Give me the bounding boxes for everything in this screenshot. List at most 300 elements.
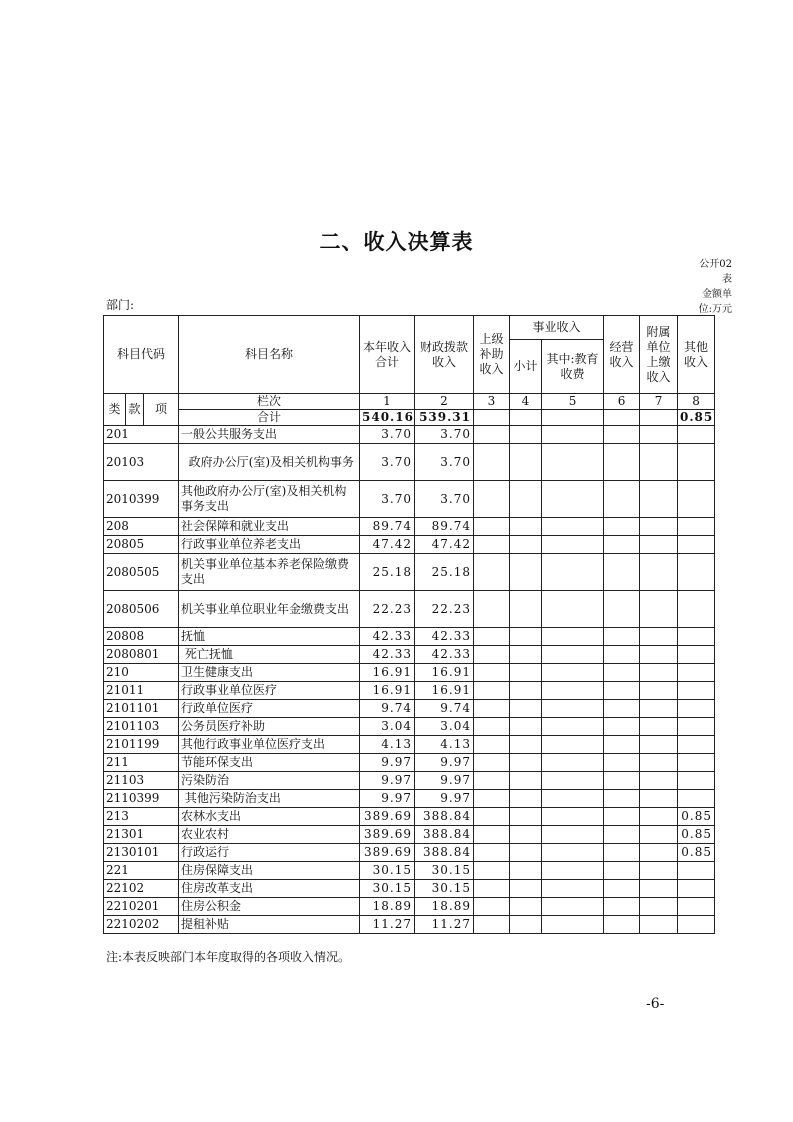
row-career-subtotal <box>510 772 542 790</box>
header-other: 其他收入 <box>678 316 715 394</box>
row-total: 30.15 <box>360 862 415 880</box>
row-operating <box>604 754 640 772</box>
row-career-subtotal <box>510 826 542 844</box>
row-other <box>678 554 715 591</box>
row-operating <box>604 862 640 880</box>
row-code: 20808 <box>104 628 179 646</box>
column-number: 8 <box>678 394 715 410</box>
row-code: 201 <box>104 426 179 444</box>
row-total: 3.70 <box>360 444 415 481</box>
header-career-subtotal: 小计 <box>510 340 542 394</box>
header-fiscal: 财政拨款收入 <box>415 316 474 394</box>
row-total: 389.69 <box>360 808 415 826</box>
row-career-edu <box>542 536 604 554</box>
row-operating <box>604 536 640 554</box>
row-name: 住房保障支出 <box>179 862 360 880</box>
row-fiscal: 42.33 <box>415 646 474 664</box>
row-other <box>678 754 715 772</box>
row-career-subtotal <box>510 591 542 628</box>
row-total: 9.74 <box>360 700 415 718</box>
row-superior <box>474 536 510 554</box>
row-other <box>678 862 715 880</box>
row-total: 42.33 <box>360 646 415 664</box>
row-name: 农业农村 <box>179 826 360 844</box>
row-name: 农林水支出 <box>179 808 360 826</box>
row-affiliated <box>640 826 678 844</box>
row-career-edu <box>542 682 604 700</box>
row-superior <box>474 682 510 700</box>
row-total: 18.89 <box>360 898 415 916</box>
row-operating <box>604 916 640 934</box>
row-operating <box>604 808 640 826</box>
row-fiscal: 42.33 <box>415 628 474 646</box>
table-row <box>104 518 715 536</box>
row-fiscal: 388.84 <box>415 826 474 844</box>
row-operating <box>604 426 640 444</box>
row-code: 2080801 <box>104 646 179 664</box>
row-name: 公务员医疗补助 <box>179 718 360 736</box>
header-code: 科目代码 <box>104 316 179 394</box>
sum-operating <box>604 410 640 426</box>
table-row <box>104 646 715 664</box>
row-operating <box>604 628 640 646</box>
column-number: 2 <box>415 394 474 410</box>
row-total: 389.69 <box>360 826 415 844</box>
row-career-edu <box>542 718 604 736</box>
table-row <box>104 682 715 700</box>
table-row <box>104 664 715 682</box>
sum-label: 合计 <box>179 410 360 426</box>
row-affiliated <box>640 898 678 916</box>
row-affiliated <box>640 591 678 628</box>
row-code: 2101101 <box>104 700 179 718</box>
row-fiscal: 30.15 <box>415 880 474 898</box>
row-affiliated <box>640 554 678 591</box>
row-name: 其他行政事业单位医疗支出 <box>179 736 360 754</box>
row-career-edu <box>542 700 604 718</box>
row-name: 行政运行 <box>179 844 360 862</box>
sum-row <box>104 410 715 426</box>
row-name: 其他政府办公厅(室)及相关机构事务支出 <box>179 481 360 518</box>
row-superior <box>474 481 510 518</box>
table-row <box>104 591 715 628</box>
header-column-index: 栏次 <box>179 394 360 410</box>
row-affiliated <box>640 664 678 682</box>
row-career-edu <box>542 664 604 682</box>
row-affiliated <box>640 536 678 554</box>
row-code: 21011 <box>104 682 179 700</box>
header-affiliated: 附属单位上缴收入 <box>640 316 678 394</box>
column-number: 5 <box>542 394 604 410</box>
row-other <box>678 880 715 898</box>
table-row <box>104 808 715 826</box>
row-code: 2130101 <box>104 844 179 862</box>
table-row <box>104 426 715 444</box>
row-operating <box>604 481 640 518</box>
row-operating <box>604 554 640 591</box>
table-row <box>104 700 715 718</box>
table-row <box>104 718 715 736</box>
row-career-subtotal <box>510 426 542 444</box>
row-other: 0.85 <box>678 808 715 826</box>
row-name: 节能环保支出 <box>179 754 360 772</box>
row-fiscal: 11.27 <box>415 916 474 934</box>
row-fiscal: 30.15 <box>415 862 474 880</box>
row-career-subtotal <box>510 916 542 934</box>
row-superior <box>474 862 510 880</box>
form-code <box>690 257 732 317</box>
row-fiscal: 16.91 <box>415 682 474 700</box>
row-career-subtotal <box>510 844 542 862</box>
row-name: 住房改革支出 <box>179 880 360 898</box>
column-number: 7 <box>640 394 678 410</box>
row-name: 行政事业单位养老支出 <box>179 536 360 554</box>
row-total: 42.33 <box>360 628 415 646</box>
row-other <box>678 628 715 646</box>
row-superior <box>474 518 510 536</box>
row-affiliated <box>640 916 678 934</box>
form-code-line: 位:万元 <box>698 304 732 315</box>
row-superior <box>474 664 510 682</box>
row-superior <box>474 826 510 844</box>
row-fiscal: 9.97 <box>415 790 474 808</box>
row-total: 22.23 <box>360 591 415 628</box>
row-code: 20103 <box>104 444 179 481</box>
row-name: 行政事业单位医疗 <box>179 682 360 700</box>
row-fiscal: 388.84 <box>415 844 474 862</box>
row-code: 21103 <box>104 772 179 790</box>
row-career-subtotal <box>510 518 542 536</box>
row-code: 2080506 <box>104 591 179 628</box>
row-operating <box>604 718 640 736</box>
row-name: 污染防治 <box>179 772 360 790</box>
row-superior <box>474 898 510 916</box>
row-other <box>678 536 715 554</box>
row-code: 221 <box>104 862 179 880</box>
row-career-edu <box>542 426 604 444</box>
row-other <box>678 664 715 682</box>
row-name: 机关事业单位职业年金缴费支出 <box>179 591 360 628</box>
row-fiscal: 22.23 <box>415 591 474 628</box>
row-superior <box>474 718 510 736</box>
row-career-edu <box>542 772 604 790</box>
row-operating <box>604 790 640 808</box>
row-career-subtotal <box>510 790 542 808</box>
row-operating <box>604 700 640 718</box>
table-row <box>104 898 715 916</box>
row-operating <box>604 664 640 682</box>
row-affiliated <box>640 444 678 481</box>
row-superior <box>474 426 510 444</box>
row-code: 2210202 <box>104 916 179 934</box>
row-career-subtotal <box>510 554 542 591</box>
table-row <box>104 536 715 554</box>
header-operating: 经营收入 <box>604 316 640 394</box>
sum-other: 0.85 <box>678 410 715 426</box>
income-table <box>103 315 715 934</box>
row-career-edu <box>542 736 604 754</box>
row-fiscal: 89.74 <box>415 518 474 536</box>
row-total: 3.04 <box>360 718 415 736</box>
row-operating <box>604 736 640 754</box>
row-affiliated <box>640 682 678 700</box>
row-other <box>678 518 715 536</box>
row-career-subtotal <box>510 754 542 772</box>
header-name: 科目名称 <box>179 316 360 394</box>
header-career-edu: 其中:教育收费 <box>542 340 604 394</box>
row-superior <box>474 646 510 664</box>
table-row <box>104 880 715 898</box>
row-fiscal: 9.97 <box>415 754 474 772</box>
row-other <box>678 790 715 808</box>
table-row <box>104 554 715 591</box>
row-code: 2101103 <box>104 718 179 736</box>
row-career-edu <box>542 591 604 628</box>
row-operating <box>604 518 640 536</box>
row-superior <box>474 736 510 754</box>
row-affiliated <box>640 862 678 880</box>
row-affiliated <box>640 808 678 826</box>
row-career-edu <box>542 554 604 591</box>
row-superior <box>474 444 510 481</box>
row-other <box>678 444 715 481</box>
row-total: 9.97 <box>360 790 415 808</box>
row-operating <box>604 591 640 628</box>
row-operating <box>604 880 640 898</box>
row-career-subtotal <box>510 481 542 518</box>
row-name: 行政单位医疗 <box>179 700 360 718</box>
row-fiscal: 18.89 <box>415 898 474 916</box>
row-career-subtotal <box>510 628 542 646</box>
row-other <box>678 646 715 664</box>
row-operating <box>604 772 640 790</box>
row-code: 2080505 <box>104 554 179 591</box>
row-name: 提租补贴 <box>179 916 360 934</box>
header-superior: 上级补助收入 <box>474 316 510 394</box>
row-affiliated <box>640 718 678 736</box>
row-superior <box>474 628 510 646</box>
row-affiliated <box>640 844 678 862</box>
row-career-edu <box>542 444 604 481</box>
row-other <box>678 700 715 718</box>
header-lei: 类 <box>104 394 126 426</box>
row-superior <box>474 808 510 826</box>
row-superior <box>474 591 510 628</box>
row-other <box>678 682 715 700</box>
row-other <box>678 591 715 628</box>
row-code: 22102 <box>104 880 179 898</box>
row-code: 208 <box>104 518 179 536</box>
header-xiang: 项 <box>144 394 179 426</box>
row-total: 47.42 <box>360 536 415 554</box>
row-fiscal: 3.04 <box>415 718 474 736</box>
row-other <box>678 772 715 790</box>
row-affiliated <box>640 736 678 754</box>
row-code: 2101199 <box>104 736 179 754</box>
row-career-edu <box>542 826 604 844</box>
sum-career-edu <box>542 410 604 426</box>
row-affiliated <box>640 772 678 790</box>
row-career-subtotal <box>510 718 542 736</box>
row-fiscal: 388.84 <box>415 808 474 826</box>
row-career-edu <box>542 646 604 664</box>
row-code: 2110399 <box>104 790 179 808</box>
row-affiliated <box>640 628 678 646</box>
table-row <box>104 444 715 481</box>
row-career-subtotal <box>510 700 542 718</box>
row-affiliated <box>640 754 678 772</box>
row-operating <box>604 826 640 844</box>
page-title: 二、收入决算表 <box>319 230 474 254</box>
sum-superior <box>474 410 510 426</box>
row-code: 2010399 <box>104 481 179 518</box>
row-affiliated <box>640 518 678 536</box>
row-other <box>678 481 715 518</box>
row-affiliated <box>640 880 678 898</box>
row-total: 9.97 <box>360 754 415 772</box>
table-note: 注:本表反映部门本年度取得的各项收入情况。 <box>106 950 351 964</box>
row-fiscal: 47.42 <box>415 536 474 554</box>
row-other <box>678 916 715 934</box>
row-affiliated <box>640 426 678 444</box>
row-other <box>678 898 715 916</box>
row-career-subtotal <box>510 646 542 664</box>
table-row <box>104 628 715 646</box>
row-name: 政府办公厅(室)及相关机构事务 <box>179 444 360 481</box>
row-career-subtotal <box>510 536 542 554</box>
row-total: 25.18 <box>360 554 415 591</box>
row-operating <box>604 898 640 916</box>
row-fiscal: 9.74 <box>415 700 474 718</box>
row-career-subtotal <box>510 880 542 898</box>
form-code-line: 公开02 <box>699 259 732 270</box>
row-operating <box>604 646 640 664</box>
table-row <box>104 844 715 862</box>
sum-fiscal: 539.31 <box>415 410 474 426</box>
row-total: 89.74 <box>360 518 415 536</box>
row-affiliated <box>640 481 678 518</box>
row-other <box>678 718 715 736</box>
department-label: 部门: <box>106 298 135 312</box>
row-fiscal: 16.91 <box>415 664 474 682</box>
form-code-line: 表 <box>722 274 732 285</box>
column-number: 1 <box>360 394 415 410</box>
row-total: 30.15 <box>360 880 415 898</box>
row-name: 一般公共服务支出 <box>179 426 360 444</box>
sum-total: 540.16 <box>360 410 415 426</box>
row-affiliated <box>640 790 678 808</box>
row-code: 2210201 <box>104 898 179 916</box>
sum-career-subtotal <box>510 410 542 426</box>
row-career-edu <box>542 916 604 934</box>
column-number: 4 <box>510 394 542 410</box>
row-career-subtotal <box>510 736 542 754</box>
row-superior <box>474 754 510 772</box>
table-row <box>104 916 715 934</box>
row-career-edu <box>542 628 604 646</box>
row-total: 4.13 <box>360 736 415 754</box>
row-fiscal: 3.70 <box>415 426 474 444</box>
row-fiscal: 9.97 <box>415 772 474 790</box>
row-career-edu <box>542 898 604 916</box>
row-other <box>678 426 715 444</box>
row-superior <box>474 790 510 808</box>
row-other <box>678 736 715 754</box>
row-career-subtotal <box>510 808 542 826</box>
row-affiliated <box>640 700 678 718</box>
row-total: 389.69 <box>360 844 415 862</box>
row-name: 社会保障和就业支出 <box>179 518 360 536</box>
row-code: 21301 <box>104 826 179 844</box>
row-superior <box>474 700 510 718</box>
row-name: 抚恤 <box>179 628 360 646</box>
row-operating <box>604 682 640 700</box>
table-row <box>104 736 715 754</box>
row-total: 11.27 <box>360 916 415 934</box>
row-fiscal: 3.70 <box>415 481 474 518</box>
row-code: 213 <box>104 808 179 826</box>
page-number: -6- <box>646 996 665 1012</box>
row-name: 卫生健康支出 <box>179 664 360 682</box>
header-career-group: 事业收入 <box>510 316 604 340</box>
row-superior <box>474 916 510 934</box>
row-other: 0.85 <box>678 844 715 862</box>
column-number: 3 <box>474 394 510 410</box>
row-superior <box>474 844 510 862</box>
row-fiscal: 3.70 <box>415 444 474 481</box>
row-career-subtotal <box>510 682 542 700</box>
row-career-subtotal <box>510 862 542 880</box>
row-code: 210 <box>104 664 179 682</box>
row-other: 0.85 <box>678 826 715 844</box>
header-kuan: 款 <box>126 394 144 426</box>
row-career-subtotal <box>510 444 542 481</box>
row-career-edu <box>542 518 604 536</box>
form-code-line: 金额单 <box>702 289 732 300</box>
header-total: 本年收入合计 <box>360 316 415 394</box>
row-affiliated <box>640 646 678 664</box>
row-career-subtotal <box>510 898 542 916</box>
row-total: 3.70 <box>360 481 415 518</box>
row-career-edu <box>542 880 604 898</box>
row-name: 其他污染防治支出 <box>179 790 360 808</box>
row-career-edu <box>542 808 604 826</box>
sum-affiliated <box>640 410 678 426</box>
column-number: 6 <box>604 394 640 410</box>
row-code: 211 <box>104 754 179 772</box>
row-career-edu <box>542 862 604 880</box>
row-fiscal: 25.18 <box>415 554 474 591</box>
table-row <box>104 790 715 808</box>
row-career-edu <box>542 481 604 518</box>
row-code: 20805 <box>104 536 179 554</box>
row-total: 16.91 <box>360 664 415 682</box>
row-name: 机关事业单位基本养老保险缴费支出 <box>179 554 360 591</box>
row-superior <box>474 772 510 790</box>
table-row <box>104 862 715 880</box>
table-row <box>104 481 715 518</box>
row-name: 住房公积金 <box>179 898 360 916</box>
row-total: 3.70 <box>360 426 415 444</box>
row-career-edu <box>542 790 604 808</box>
row-career-edu <box>542 754 604 772</box>
row-operating <box>604 844 640 862</box>
table-row <box>104 772 715 790</box>
row-career-edu <box>542 844 604 862</box>
row-name: 死亡抚恤 <box>179 646 360 664</box>
table-row <box>104 826 715 844</box>
row-superior <box>474 880 510 898</box>
